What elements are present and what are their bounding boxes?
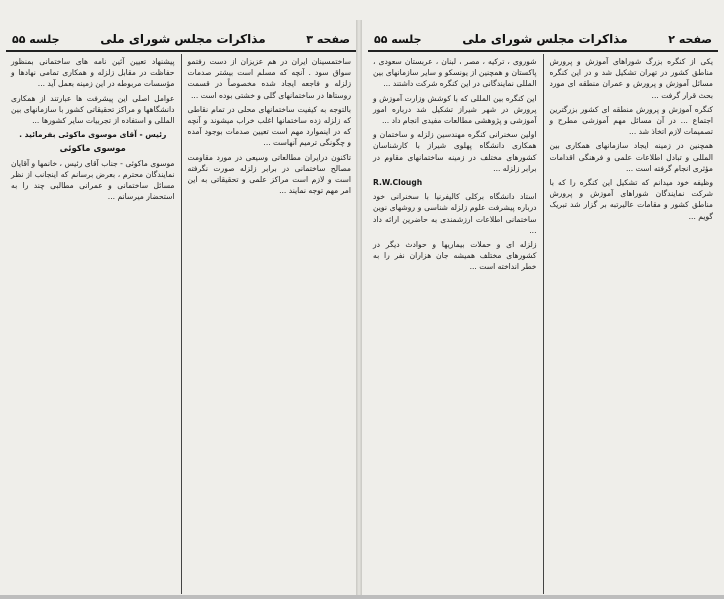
paragraph: ساختمسینان ایران در هم عزیزان از دست رفتمو سواق سود . آنچه که مسلم است بیشتر صدمات زلزله و فاجعه ایجاد شده مخصوصاً در قسمت روستاها در ساختمانهای گلی و خشتی بوده است ...: [187, 57, 351, 100]
paragraph: یکی از کنگره بزرگ شوراهای آموزش و پرورش مناطق کشور در تهران تشکیل شد و در این کنگره مسائل آموزش و پرورش و عمران منطقه ای مورد بحث قرار گرفت ...: [549, 57, 713, 100]
column-left: [6, 54, 180, 594]
page-2: [368, 28, 718, 594]
paragraph: تاکنون درایران مطالعاتی وسیعی در مورد مقاومت مصالح ساختمانی در برابر زلزله صورت نگرفته است و لازم است مراکز علمی و تحقیقاتی به این امر مهم توجه نمایند ...: [187, 152, 351, 196]
page-gutter: [356, 20, 362, 595]
paragraph: اولین سخنرانی کنگره مهندسین زلزله و ساختمان و همکاری دانشگاه پهلوی شیراز با کارشناسان کشورهای مختلف در زمینه ساختمانهای مقاوم در برابر زلزله ...: [373, 130, 537, 173]
paragraph: همچنین در زمینه ایجاد سازمانهای همکاری بین المللی و تبادل اطلاعات علمی و فرهنگی اقدامات مؤثری انجام گرفته است ...: [549, 141, 713, 173]
speaker-line: رئیس - آقای موسوی ماکوئی بفرمائید .: [19, 130, 167, 140]
text-columns: [368, 54, 718, 594]
paragraph: زلزله ای و حملات بیماریها و حوادث دیگر در کشورهای مختلف همیشه جان هزاران نفر را به خطر انداخته است ...: [373, 240, 537, 272]
page-header: [6, 28, 356, 52]
scan-edge: [0, 595, 724, 599]
page-3: [6, 28, 356, 594]
paragraph: موسوی ماکوئی - جناب آقای رئیس ، خانمها و آقایان نمایندگان محترم ، بعرض برسانم که اینجانب از نظر مسائل ساختمانی و عمرانی مطالبی چند را به استحضار میرسانم ...: [11, 158, 175, 202]
column-right: [545, 54, 719, 594]
paragraph: عوامل اصلی این پیشرفت ها عبارتند از همکاری دانشگاهها و مراکز تحقیقاتی کشور با سازمانهای بین المللی و استفاده از تجربیات سایر کشورها ...: [11, 93, 175, 126]
speaker-heading: موسوی ماکوئی: [59, 144, 126, 155]
paragraph: بالتوجه به کیفیت ساختمانهای محلی در تمام نقاطی که زلزله زده ساختمانها اغلب خراب میشوند و آنچه که در اینموارد مهم است تعیین صدمات بوجود آمده و چگونگی ترمیم آنهاست ...: [187, 104, 351, 148]
column-rule: [543, 54, 544, 594]
column-left: [368, 54, 542, 594]
paragraph: شوروی ، ترکیه ، مصر ، لبنان ، عربستان سعودی ، پاکستان و همچنین از یونسکو و سایر سازمانهای بین المللی نمایندگانی در این کنگره شرکت داشتند ...: [373, 57, 537, 89]
journal-title: مذاکرات مجلس شورای ملی: [100, 32, 266, 46]
paragraph: استاد دانشگاه برکلی کالیفرنیا با سخنرانی خود درباره پیشرفت علوم زلزله شناسی و روشهای نوین ساختمانی اطلاعات ارزشمندی به حاضرین ارائه داد ...: [373, 192, 537, 235]
paragraph: وظیفه خود میدانم که تشکیل این کنگره را که با شرکت نمایندگان شوراهای آموزش و پرورش مناطق کشور و مقامات عالیرتبه بر گزار شد تبریک گویم ...: [549, 178, 713, 221]
column-rule: [181, 54, 182, 594]
page-number: صفحه ۲: [668, 32, 712, 46]
page-number: صفحه ۳: [306, 32, 350, 46]
session-number: جلسه ۵۵: [12, 32, 60, 46]
journal-title: مذاکرات مجلس شورای ملی: [462, 32, 628, 46]
paragraph: این کنگره بین المللی که با کوشش وزارت آموزش و پرورش در شهر شیراز تشکیل شد درباره امور آموزشی و پژوهشی مطالعات مفیدی انجام داد ...: [373, 93, 537, 126]
latin-name: R.W.Clough: [373, 178, 423, 188]
paragraph: پیشنهاد تعیین آئین نامه های ساختمانی بمنظور حفاظت در مقابل زلزله و همکاری تمامی نهادها و مؤسسات مربوطه در این زمینه بعمل آید ...: [11, 57, 175, 89]
session-number: جلسه ۵۵: [374, 32, 422, 46]
paragraph: کنگره آموزش و پرورش منطقه ای کشور بزرگترین اجتماع ... در آن مسائل مهم آموزشی مطرح و تصمیمات لازم اتخاذ شد ...: [549, 104, 713, 137]
column-right: [183, 54, 357, 594]
page-header: [368, 28, 718, 52]
text-columns: [6, 54, 356, 594]
